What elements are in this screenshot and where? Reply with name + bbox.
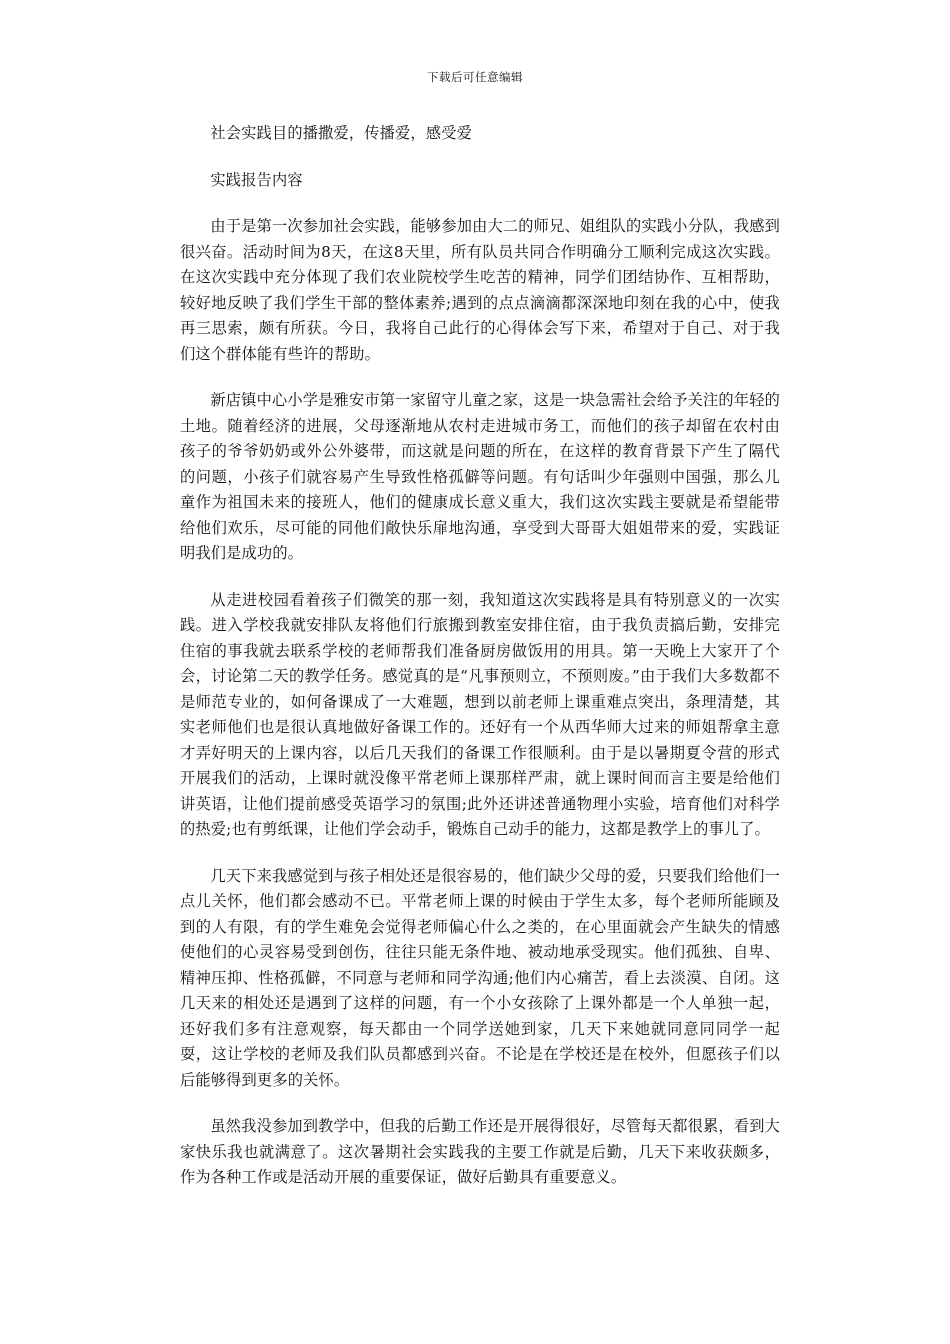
- paragraph-2: 新店镇中心小学是雅安市第一家留守儿童之家，这是一块急需社会给予关注的年轻的土地。随着经济的进展，父母逐渐地从农村走进城市务工，而他们的孩子却留在农村由孩子的爷爷奶奶或外公外婆带，而这就是问题的所在，在这样的教育背景下产生了隔代的问题，小孩子们就容易产生导致性格孤僻等问题。有句话叫少年强则中国强，那么儿童作为祖国未来的接班人，他们的健康成长意义重大，我们这次实践主要就是希望能带给他们欢乐，尽可能的同他们敞快乐扉地沟通，享受到大哥哥大姐姐带来的爱，实践证明我们是成功的。: [180, 391, 780, 562]
- page-header: 下载后可任意编辑: [427, 70, 523, 84]
- paragraph-1: 由于是第一次参加社会实践，能够参加由大二的师兄、姐组队的实践小分队，我感到很兴奋。活动时间为8天，在这8天里，所有队员共同合作明确分工顺利完成这次实践。在这次实践中充分体现了我们农业院校学生吃苦的精神，同学们团结协作、互相帮助，较好地反映了我们学生干部的整体素养;遇到的点点滴滴都深深地印刻在我的心中，使我再三思索，颇有所获。今日，我将自己此行的心得体会写下来，希望对于自己、对于我们这个群体能有些许的帮助。: [180, 217, 780, 363]
- document-body: [180, 121, 780, 1212]
- paragraph-4: 几天下来我感觉到与孩子相处还是很容易的，他们缺少父母的爱，只要我们给他们一点儿关怀，他们都会感动不已。平常老师上课的时候由于学生太多，每个老师所能顾及到的人有限，有的学生难免会觉得老师偏心什么之类的，在心里面就会产生缺失的情感使他们的心灵容易受到创伤，往往只能无条件地、被动地承受现实。他们孤独、自卑、精神压抑、性格孤僻，不同意与老师和同学沟通;他们内心痛苦，看上去淡漠、自闭。这几天来的相处还是遇到了这样的问题，有一个小女孩除了上课外都是一个人单独一起，还好我们多有注意观察，每天都由一个同学送她到家，几天下来她就同意同同学一起耍，这让学校的老师及我们队员都感到兴奋。不论是在学校还是在校外，但愿孩子们以后能够得到更多的关怀。: [180, 866, 780, 1089]
- section-title: 实践报告内容: [210, 170, 303, 189]
- purpose-line: 社会实践目的播撒爱，传播爱，感受爱: [210, 124, 472, 142]
- paragraph-5: 虽然我没参加到教学中，但我的后勤工作还是开展得很好，尽管每天都很累，看到大家快乐我也就满意了。这次暑期社会实践我的主要工作就是后勤，几天下来收获颇多，作为各种工作或是活动开展的重要保证，做好后勤具有重要意义。: [180, 1117, 780, 1186]
- paragraph-3: 从走进校园看着孩子们微笑的那一刻，我知道这次实践将是具有特别意义的一次实践。进入学校我就安排队友将他们行旅搬到教室安排住宿，由于我负责搞后勤，安排完住宿的事我就去联系学校的老师帮我们准备厨房做饭用的用具。第一天晚上大家开了个会，讨论第二天的教学任务。感觉真的是“凡事预则立，不预则废。”由于我们大多数都不是师范专业的，如何备课成了一大难题，想到以前老师上课重难点突出，条理清楚，其实老师他们也是很认真地做好备课工作的。还好有一个从西华师大过来的师姐帮拿主意才弄好明天的上课内容，以后几天我们的备课工作很顺利。由于是以暑期夏令营的形式开展我们的活动，上课时就没像平常老师上课那样严肃，就上课时间而言主要是给他们讲英语，让他们提前感受英语学习的氛围;此外还讲述普通物理小实验，培育他们对科学的热爱;也有剪纸课，让他们学会动手，锻炼自己动手的能力，这都是教学上的事儿了。: [180, 590, 780, 838]
